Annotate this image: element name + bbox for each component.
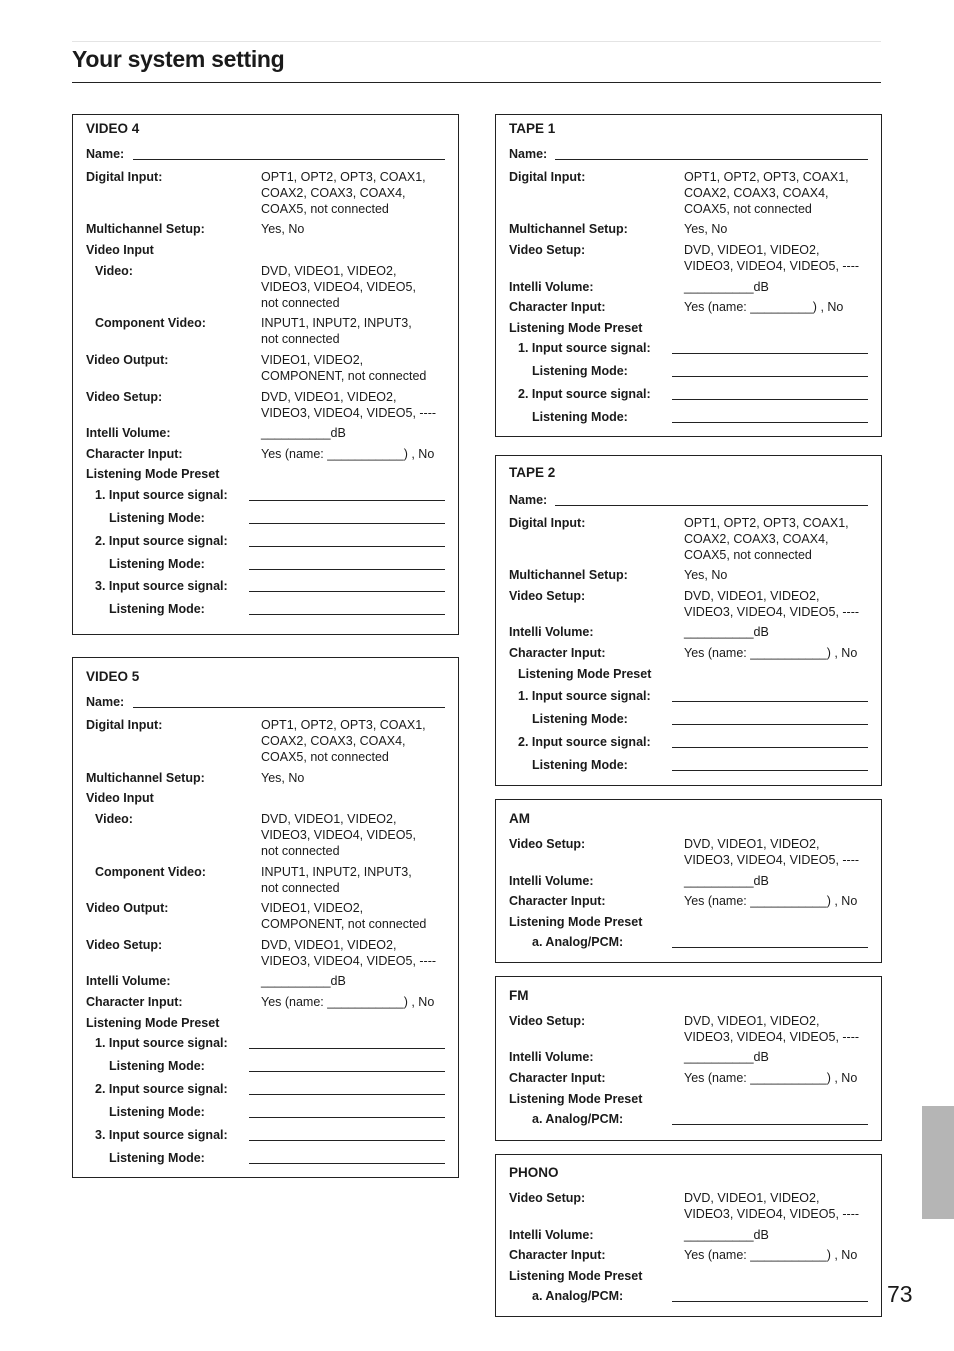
listening-mode-preset-label: Listening Mode Preset <box>509 321 643 335</box>
video-label: Video: <box>95 264 133 278</box>
video-setup-label: Video Setup: <box>509 243 586 257</box>
character-input-options[interactable]: Yes (name: ___________) , No <box>684 1071 858 1085</box>
listening-mode-field[interactable] <box>249 1058 445 1072</box>
section-heading: PHONO <box>509 1165 559 1180</box>
listening-mode-preset-label: Listening Mode Preset <box>509 915 643 929</box>
listening-mode-field[interactable] <box>249 1104 445 1118</box>
section-heading: VIDEO 5 <box>86 669 140 684</box>
input-source-signal-field[interactable] <box>672 734 868 748</box>
video-options: DVD, VIDEO1, VIDEO2, VIDEO3, VIDEO4, VIDEO5, not connected <box>261 264 416 310</box>
character-input-options[interactable]: Yes (name: ___________) , No <box>261 995 435 1009</box>
video-label: Video: <box>95 812 133 826</box>
intelli-volume-value[interactable]: __________dB <box>684 1228 769 1242</box>
input-source-signal-field[interactable] <box>672 340 868 354</box>
name-label: Name: <box>86 147 125 161</box>
listening-mode-preset-label: Listening Mode Preset <box>86 1016 220 1030</box>
video-setup-options: DVD, VIDEO1, VIDEO2, VIDEO3, VIDEO4, VIDEO5, ---- <box>684 837 860 867</box>
intelli-volume-label: Intelli Volume: <box>509 1228 594 1242</box>
listening-mode-field[interactable] <box>672 409 868 423</box>
video-input-label: Video Input <box>86 791 154 805</box>
video-setup-options: DVD, VIDEO1, VIDEO2, VIDEO3, VIDEO4, VIDEO5, ---- <box>684 589 860 619</box>
am-section <box>495 799 882 963</box>
character-input-label: Character Input: <box>509 1071 606 1085</box>
digital-input-options: OPT1, OPT2, OPT3, COAX1, COAX2, COAX3, COAX4, COAX5, not connected <box>684 170 849 216</box>
name-field[interactable] <box>133 694 445 708</box>
character-input-label: Character Input: <box>86 995 183 1009</box>
multichannel-options: Yes, No <box>684 568 728 582</box>
listening-mode-label: Listening Mode: <box>532 410 628 424</box>
intelli-volume-value[interactable]: __________dB <box>684 1050 769 1064</box>
video-setup-options: DVD, VIDEO1, VIDEO2, VIDEO3, VIDEO4, VIDEO5, ---- <box>684 1191 860 1221</box>
input-source-signal-label: 2. Input source signal: <box>95 1082 228 1096</box>
multichannel-options: Yes, No <box>261 222 305 236</box>
input-source-signal-label: 1. Input source signal: <box>95 1036 228 1050</box>
analog-pcm-field[interactable] <box>672 1111 868 1125</box>
section-heading: AM <box>509 811 530 826</box>
listening-mode-preset-label: Listening Mode Preset <box>518 667 652 681</box>
character-input-options[interactable]: Yes (name: _________) , No <box>684 300 844 314</box>
character-input-label: Character Input: <box>509 646 606 660</box>
input-source-signal-label: 2. Input source signal: <box>518 387 651 401</box>
digital-input-label: Digital Input: <box>86 170 163 184</box>
digital-input-label: Digital Input: <box>86 718 163 732</box>
section-heading: VIDEO 4 <box>86 121 140 136</box>
video-output-label: Video Output: <box>86 901 169 915</box>
input-source-signal-label: 1. Input source signal: <box>518 341 651 355</box>
intelli-volume-value[interactable]: __________dB <box>684 874 769 888</box>
component-video-options: INPUT1, INPUT2, INPUT3, not connected <box>261 865 412 895</box>
name-field[interactable] <box>555 492 868 506</box>
fm-section <box>495 976 882 1141</box>
digital-input-options: OPT1, OPT2, OPT3, COAX1, COAX2, COAX3, COAX4, COAX5, not connected <box>684 516 849 562</box>
title-rule <box>72 82 881 83</box>
listening-mode-label: Listening Mode: <box>109 1151 205 1165</box>
input-source-signal-field[interactable] <box>249 487 445 501</box>
name-field[interactable] <box>555 146 868 160</box>
listening-mode-preset-label: Listening Mode Preset <box>509 1092 643 1106</box>
listening-mode-label: Listening Mode: <box>532 712 628 726</box>
intelli-volume-value[interactable]: __________dB <box>261 974 346 988</box>
input-source-signal-label: 1. Input source signal: <box>95 488 228 502</box>
intelli-volume-value[interactable]: __________dB <box>684 625 769 639</box>
listening-mode-preset-label: Listening Mode Preset <box>86 467 220 481</box>
intelli-volume-value[interactable]: __________dB <box>684 280 769 294</box>
input-source-signal-field[interactable] <box>672 386 868 400</box>
component-video-label: Component Video: <box>95 316 206 330</box>
video-input-label: Video Input <box>86 243 154 257</box>
intelli-volume-label: Intelli Volume: <box>509 874 594 888</box>
tape1-section <box>495 114 882 437</box>
listening-mode-field[interactable] <box>672 363 868 377</box>
intelli-volume-label: Intelli Volume: <box>509 280 594 294</box>
listening-mode-field[interactable] <box>249 556 445 570</box>
intelli-volume-value[interactable]: __________dB <box>261 426 346 440</box>
multichannel-options: Yes, No <box>684 222 728 236</box>
video-setup-options: DVD, VIDEO1, VIDEO2, VIDEO3, VIDEO4, VIDEO5, ---- <box>261 390 437 420</box>
character-input-label: Character Input: <box>509 300 606 314</box>
video-setup-label: Video Setup: <box>86 938 163 952</box>
listening-mode-field[interactable] <box>672 757 868 771</box>
input-source-signal-field[interactable] <box>249 1081 445 1095</box>
video-output-options: VIDEO1, VIDEO2, COMPONENT, not connected <box>261 901 427 931</box>
analog-pcm-label: a. Analog/PCM: <box>532 935 624 949</box>
input-source-signal-field[interactable] <box>672 688 868 702</box>
input-source-signal-label: 3. Input source signal: <box>95 579 228 593</box>
intelli-volume-label: Intelli Volume: <box>86 426 171 440</box>
intelli-volume-label: Intelli Volume: <box>86 974 171 988</box>
input-source-signal-label: 3. Input source signal: <box>95 1128 228 1142</box>
multichannel-options: Yes, No <box>261 771 305 785</box>
digital-input-options: OPT1, OPT2, OPT3, COAX1, COAX2, COAX3, COAX4, COAX5, not connected <box>261 170 426 216</box>
character-input-options[interactable]: Yes (name: ___________) , No <box>684 646 858 660</box>
component-video-label: Component Video: <box>95 865 206 879</box>
multichannel-label: Multichannel Setup: <box>86 222 205 236</box>
video-setup-label: Video Setup: <box>509 1014 586 1028</box>
section-heading: TAPE 1 <box>509 121 556 136</box>
listening-mode-label: Listening Mode: <box>109 511 205 525</box>
video-setup-label: Video Setup: <box>509 837 586 851</box>
video-setup-options: DVD, VIDEO1, VIDEO2, VIDEO3, VIDEO4, VIDEO5, ---- <box>684 1014 860 1044</box>
listening-mode-field[interactable] <box>249 601 445 615</box>
listening-mode-label: Listening Mode: <box>109 1105 205 1119</box>
top-rule <box>72 41 881 42</box>
analog-pcm-field[interactable] <box>672 1288 868 1302</box>
character-input-label: Character Input: <box>509 894 606 908</box>
listening-mode-field[interactable] <box>672 711 868 725</box>
multichannel-label: Multichannel Setup: <box>86 771 205 785</box>
analog-pcm-field[interactable] <box>672 934 868 948</box>
listening-mode-label: Listening Mode: <box>532 364 628 378</box>
multichannel-label: Multichannel Setup: <box>509 568 628 582</box>
component-video-options: INPUT1, INPUT2, INPUT3, not connected <box>261 316 412 346</box>
input-source-signal-label: 1. Input source signal: <box>518 689 651 703</box>
section-heading: FM <box>509 988 529 1003</box>
name-field[interactable] <box>133 146 445 160</box>
video-output-options: VIDEO1, VIDEO2, COMPONENT, not connected <box>261 353 427 383</box>
analog-pcm-label: a. Analog/PCM: <box>532 1112 624 1126</box>
side-tab <box>922 1106 954 1219</box>
listening-mode-preset-label: Listening Mode Preset <box>509 1269 643 1283</box>
tape2-section <box>495 455 882 786</box>
name-label: Name: <box>509 147 548 161</box>
analog-pcm-label: a. Analog/PCM: <box>532 1289 624 1303</box>
video-setup-options: DVD, VIDEO1, VIDEO2, VIDEO3, VIDEO4, VIDEO5, ---- <box>261 938 437 968</box>
character-input-options[interactable]: Yes (name: ___________) , No <box>684 894 858 908</box>
phono-section <box>495 1154 882 1317</box>
character-input-options[interactable]: Yes (name: ___________) , No <box>684 1248 858 1262</box>
digital-input-options: OPT1, OPT2, OPT3, COAX1, COAX2, COAX3, COAX4, COAX5, not connected <box>261 718 426 764</box>
digital-input-label: Digital Input: <box>509 170 586 184</box>
video5-section <box>72 657 459 1178</box>
listening-mode-label: Listening Mode: <box>109 602 205 616</box>
intelli-volume-label: Intelli Volume: <box>509 1050 594 1064</box>
intelli-volume-label: Intelli Volume: <box>509 625 594 639</box>
digital-input-label: Digital Input: <box>509 516 586 530</box>
input-source-signal-field[interactable] <box>249 533 445 547</box>
listening-mode-field[interactable] <box>249 510 445 524</box>
input-source-signal-field[interactable] <box>249 578 445 592</box>
video4-section <box>72 114 459 635</box>
input-source-signal-field[interactable] <box>249 1127 445 1141</box>
listening-mode-label: Listening Mode: <box>109 557 205 571</box>
input-source-signal-field[interactable] <box>249 1035 445 1049</box>
page-title: Your system setting <box>72 46 285 72</box>
multichannel-label: Multichannel Setup: <box>509 222 628 236</box>
name-label: Name: <box>86 695 125 709</box>
video-options: DVD, VIDEO1, VIDEO2, VIDEO3, VIDEO4, VIDEO5, not connected <box>261 812 416 858</box>
name-label: Name: <box>509 493 548 507</box>
video-setup-label: Video Setup: <box>509 589 586 603</box>
listening-mode-field[interactable] <box>249 1150 445 1164</box>
video-setup-options: DVD, VIDEO1, VIDEO2, VIDEO3, VIDEO4, VIDEO5, ---- <box>684 243 860 273</box>
video-output-label: Video Output: <box>86 353 169 367</box>
listening-mode-label: Listening Mode: <box>532 758 628 772</box>
section-heading: TAPE 2 <box>509 465 556 480</box>
character-input-label: Character Input: <box>509 1248 606 1262</box>
video-setup-label: Video Setup: <box>509 1191 586 1205</box>
input-source-signal-label: 2. Input source signal: <box>95 534 228 548</box>
video-setup-label: Video Setup: <box>86 390 163 404</box>
character-input-label: Character Input: <box>86 447 183 461</box>
page-number: 73 <box>887 1281 913 1307</box>
listening-mode-label: Listening Mode: <box>109 1059 205 1073</box>
character-input-options[interactable]: Yes (name: ___________) , No <box>261 447 435 461</box>
input-source-signal-label: 2. Input source signal: <box>518 735 651 749</box>
